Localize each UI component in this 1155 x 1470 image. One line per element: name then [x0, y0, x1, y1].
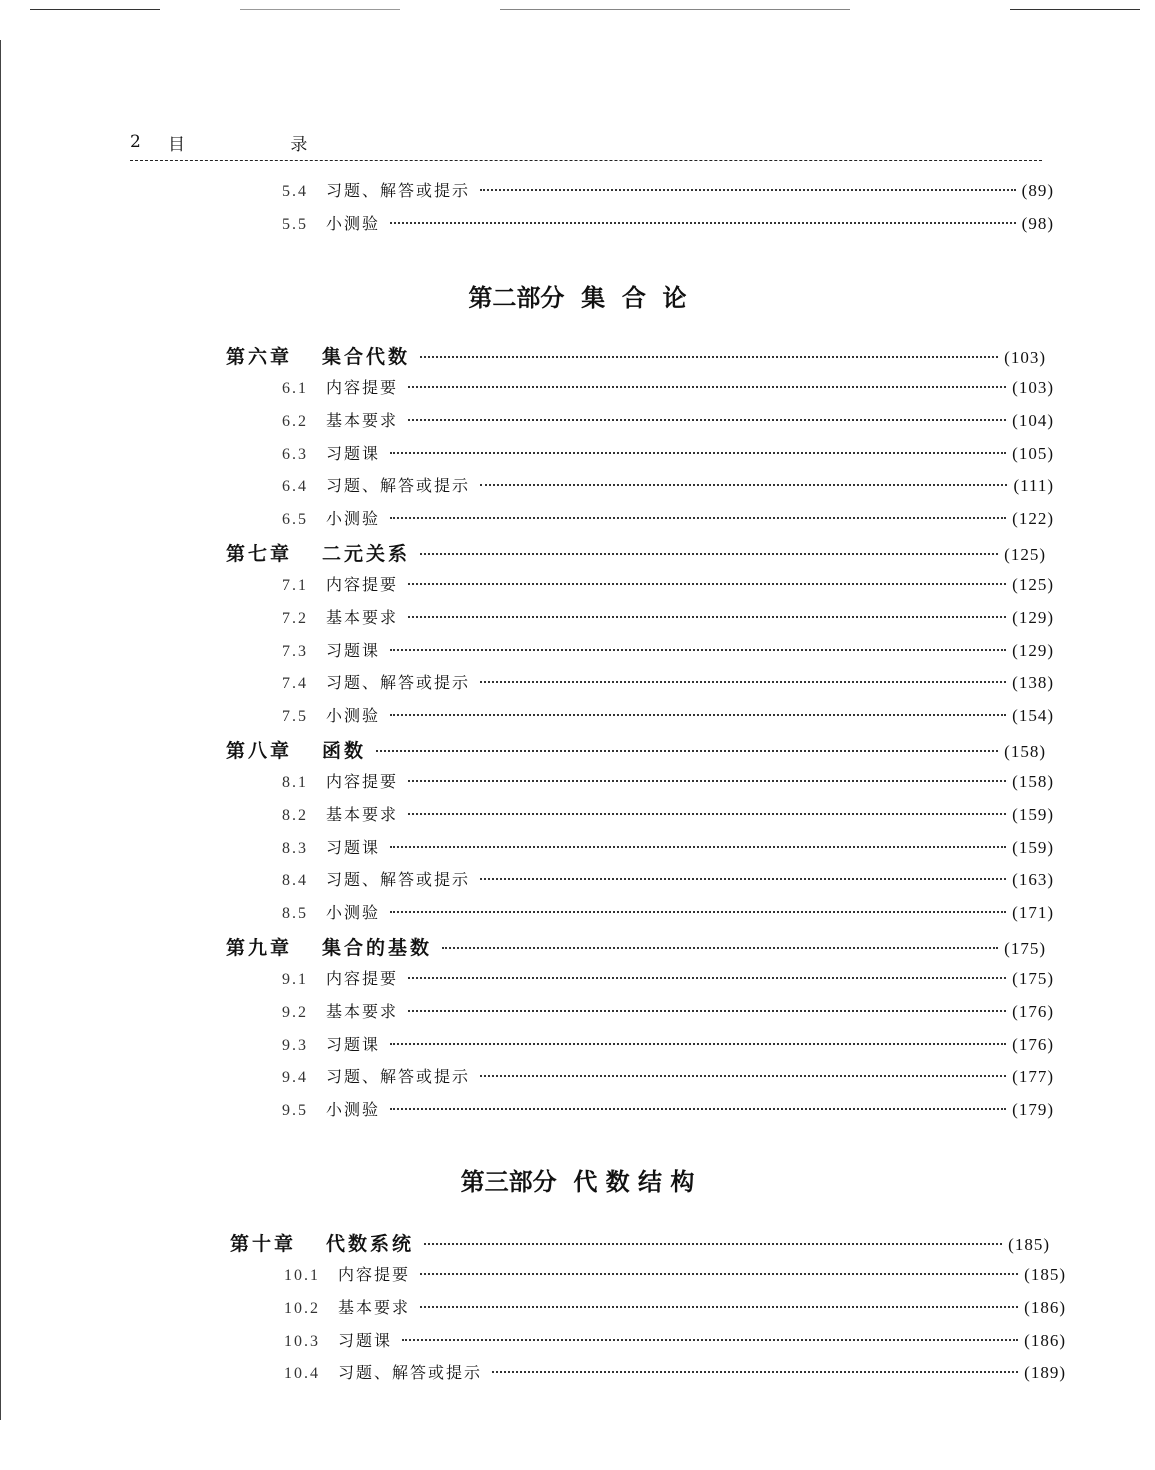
dot-leader	[408, 419, 1006, 421]
entry-page-number: (186)	[1024, 1297, 1066, 1317]
toc-section-entry[interactable]	[234, 1032, 1054, 1062]
entry-title: 习题课	[326, 443, 381, 463]
entry-title: 基本要求	[326, 607, 399, 627]
toc-section-entry[interactable]	[234, 1064, 1054, 1094]
dot-leader	[420, 1306, 1018, 1308]
header-rule	[130, 160, 1042, 162]
entry-page-number: (189)	[1024, 1363, 1066, 1383]
toc-section-entry[interactable]	[234, 999, 1054, 1029]
entry-number: 第十章	[230, 1233, 297, 1255]
scan-left-edge	[0, 40, 1, 1420]
toc-section-entry[interactable]	[234, 703, 1054, 733]
entry-page-number: (138)	[1012, 673, 1054, 693]
entry-title: 习题、解答或提示	[326, 476, 471, 496]
dot-leader	[492, 1371, 1018, 1373]
entry-title: 二元关系	[322, 543, 411, 565]
entry-title: 习题、解答或提示	[326, 1067, 471, 1087]
toc-section-entry[interactable]	[234, 670, 1054, 700]
entry-number: 9.5	[282, 1102, 308, 1120]
toc-section-entry[interactable]	[234, 966, 1054, 996]
toc-section-entry[interactable]	[234, 178, 1054, 208]
entry-number: 8.2	[282, 806, 308, 824]
entry-number: 10.3	[284, 1332, 320, 1350]
entry-page-number: (175)	[1012, 969, 1054, 988]
toc-section-entry[interactable]	[234, 900, 1054, 930]
toc-section-entry[interactable]	[234, 638, 1054, 668]
dot-leader	[390, 517, 1006, 519]
entry-page-number: (171)	[1012, 903, 1054, 923]
dot-leader	[390, 714, 1006, 716]
entry-title: 基本要求	[326, 804, 399, 824]
entry-number: 9.2	[282, 1003, 308, 1021]
toc-section-entry[interactable]	[234, 375, 1054, 405]
page-number: 2	[130, 132, 141, 152]
entry-title: 小测验	[326, 214, 381, 233]
entry-number: 6.2	[282, 412, 308, 430]
dot-leader	[480, 681, 1006, 683]
entry-number: 第八章	[226, 740, 293, 762]
entry-number: 6.1	[282, 380, 308, 397]
entry-number: 第六章	[226, 346, 293, 368]
entry-page-number: (129)	[1012, 640, 1054, 660]
entry-page-number: (158)	[1012, 772, 1054, 791]
entry-page-number: (89)	[1021, 181, 1054, 200]
entry-page-number: (163)	[1012, 870, 1054, 890]
entry-page-number: (176)	[1012, 1001, 1054, 1021]
dot-leader	[390, 1108, 1006, 1110]
entry-title: 小测验	[326, 509, 381, 529]
scan-artifact-top	[0, 0, 1155, 16]
toc-section-entry[interactable]	[234, 835, 1054, 865]
toc-section-entry[interactable]	[246, 1295, 1066, 1325]
entry-page-number: (159)	[1012, 804, 1054, 824]
entry-title: 小测验	[326, 1100, 381, 1120]
entry-title: 内容提要	[326, 378, 399, 397]
dot-leader	[408, 780, 1006, 782]
entry-number: 第七章	[226, 543, 293, 565]
entry-page-number: (186)	[1024, 1330, 1066, 1350]
entry-page-number: (154)	[1012, 706, 1054, 726]
toc-section-entry[interactable]	[234, 211, 1054, 241]
entry-page-number: (185)	[1008, 1235, 1050, 1254]
entry-page-number: (179)	[1012, 1100, 1054, 1120]
entry-title: 习题课	[326, 837, 381, 857]
entry-page-number: (125)	[1004, 545, 1046, 564]
toc-chapter-entry[interactable]	[230, 1229, 1050, 1259]
dot-leader	[408, 1010, 1006, 1012]
toc-section-entry[interactable]	[234, 473, 1054, 503]
entry-page-number: (129)	[1012, 607, 1054, 627]
entry-title: 基本要求	[326, 410, 399, 430]
entry-number: 7.2	[282, 609, 308, 627]
entry-page-number: (98)	[1021, 214, 1054, 233]
entry-title: 代数系统	[326, 1233, 415, 1255]
entry-page-number: (104)	[1012, 410, 1054, 430]
dot-leader	[408, 813, 1006, 815]
entry-title: 集合的基数	[322, 937, 433, 959]
toc-section-entry[interactable]	[246, 1328, 1066, 1358]
dot-leader	[408, 386, 1006, 388]
entry-title: 基本要求	[326, 1001, 399, 1021]
toc-section-entry[interactable]	[234, 1097, 1054, 1127]
entry-title: 习题课	[326, 1034, 381, 1054]
entry-title: 小测验	[326, 706, 381, 726]
entry-title: 内容提要	[326, 575, 399, 594]
entry-number: 10.4	[284, 1365, 320, 1383]
entry-title: 习题课	[326, 640, 381, 660]
dot-leader	[390, 222, 1016, 224]
header-title: 目 录	[168, 135, 358, 155]
entry-page-number: (105)	[1012, 443, 1054, 463]
entry-page-number: (158)	[1004, 742, 1046, 761]
entry-page-number: (103)	[1004, 348, 1046, 367]
entry-page-number: (122)	[1012, 509, 1054, 529]
toc-section-entry[interactable]	[246, 1262, 1066, 1292]
toc-section-entry[interactable]	[234, 506, 1054, 536]
entry-page-number: (185)	[1024, 1265, 1066, 1284]
dot-leader	[390, 846, 1006, 848]
dot-leader	[420, 1273, 1018, 1275]
entry-number: 5.5	[282, 216, 308, 233]
entry-title: 内容提要	[326, 772, 399, 791]
toc-section-entry[interactable]	[246, 1360, 1066, 1390]
toc-section-entry[interactable]	[234, 441, 1054, 471]
entry-number: 10.1	[284, 1267, 320, 1284]
entry-page-number: (177)	[1012, 1067, 1054, 1087]
entry-page-number: (125)	[1012, 575, 1054, 594]
dot-leader	[390, 1043, 1006, 1045]
dot-leader	[408, 616, 1006, 618]
entry-title: 习题、解答或提示	[326, 181, 471, 200]
toc-section-entry[interactable]	[234, 802, 1054, 832]
part-heading: 第二部分 集 合 论	[468, 283, 687, 312]
entry-number: 8.5	[282, 905, 308, 923]
entry-number: 5.4	[282, 183, 308, 200]
dot-leader	[480, 878, 1006, 880]
entry-number: 7.1	[282, 577, 308, 594]
toc-section-entry[interactable]	[234, 867, 1054, 897]
dot-leader	[424, 1243, 1002, 1245]
entry-title: 习题、解答或提示	[326, 870, 471, 890]
toc-chapter-entry[interactable]	[226, 539, 1046, 569]
toc-section-entry[interactable]	[234, 572, 1054, 602]
toc-chapter-entry[interactable]	[226, 736, 1046, 766]
entry-page-number: (111)	[1013, 476, 1054, 496]
entry-number: 8.4	[282, 872, 308, 890]
entry-title: 小测验	[326, 903, 381, 923]
toc-section-entry[interactable]	[234, 769, 1054, 799]
dot-leader	[480, 189, 1016, 191]
entry-number: 9.3	[282, 1036, 308, 1054]
dot-leader	[402, 1339, 1018, 1341]
entry-page-number: (103)	[1012, 378, 1054, 397]
dot-leader	[420, 553, 998, 555]
dot-leader	[480, 1075, 1006, 1077]
dot-leader	[390, 452, 1006, 454]
dot-leader	[420, 356, 998, 358]
entry-number: 8.3	[282, 839, 308, 857]
entry-title: 函数	[322, 740, 367, 762]
entry-page-number: (176)	[1012, 1034, 1054, 1054]
entry-number: 6.4	[282, 478, 308, 496]
entry-title: 集合代数	[322, 346, 411, 368]
part-heading: 第三部分 代 数 结 构	[460, 1167, 695, 1196]
toc-chapter-entry[interactable]	[226, 342, 1046, 372]
toc-section-entry[interactable]	[234, 408, 1054, 438]
dot-leader	[376, 750, 998, 752]
entry-number: 8.1	[282, 774, 308, 791]
entry-page-number: (175)	[1004, 939, 1046, 958]
entry-number: 7.5	[282, 708, 308, 726]
entry-number: 第九章	[226, 937, 293, 959]
entry-number: 9.4	[282, 1069, 308, 1087]
entry-title: 基本要求	[338, 1297, 411, 1317]
entry-title: 习题、解答或提示	[326, 673, 471, 693]
entry-number: 7.3	[282, 642, 308, 660]
entry-title: 内容提要	[338, 1265, 411, 1284]
entry-page-number: (159)	[1012, 837, 1054, 857]
entry-number: 10.2	[284, 1299, 320, 1317]
entry-number: 9.1	[282, 971, 308, 988]
entry-title: 习题、解答或提示	[338, 1363, 483, 1383]
toc-chapter-entry[interactable]	[226, 933, 1046, 963]
entry-title: 习题课	[338, 1330, 393, 1350]
entry-number: 6.5	[282, 511, 308, 529]
entry-title: 内容提要	[326, 969, 399, 988]
dot-leader	[390, 649, 1006, 651]
dot-leader	[442, 947, 998, 949]
dot-leader	[480, 484, 1007, 486]
toc-section-entry[interactable]	[234, 605, 1054, 635]
entry-number: 7.4	[282, 675, 308, 693]
dot-leader	[408, 977, 1006, 979]
entry-number: 6.3	[282, 445, 308, 463]
dot-leader	[390, 911, 1006, 913]
dot-leader	[408, 583, 1006, 585]
